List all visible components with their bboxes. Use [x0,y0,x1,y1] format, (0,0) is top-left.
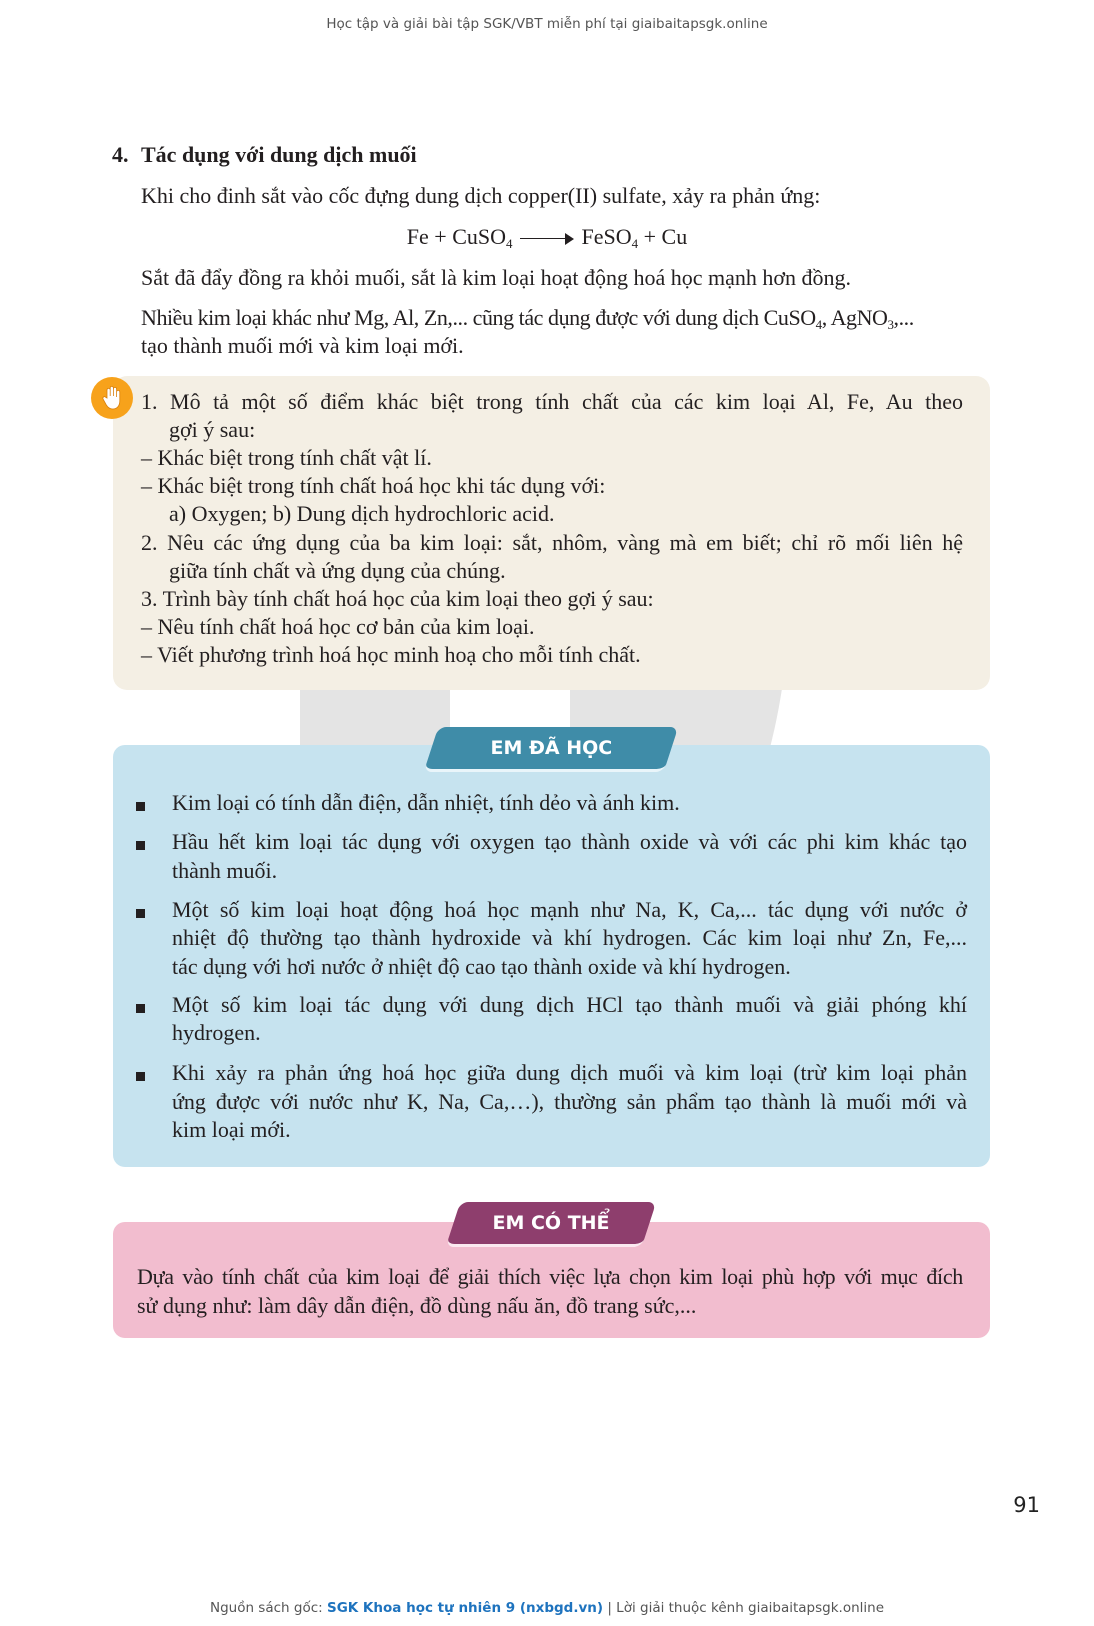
page-number: 91 [1013,1493,1040,1517]
question-1-line-1: 1. Mô tả một số điểm khác biệt trong tính chất của các kim loại Al, Fe, Au theo [141,389,963,414]
application-line-1: Dựa vào tính chất của kim loại để giải thích việc lựa chọn kim loại phù hợp với mục đích [137,1264,963,1289]
section-title [112,142,417,168]
summary-item-4-line-1: Một số kim loại tác dụng với dung dịch HCl tạo thành muối và giải phóng khí [172,992,967,1017]
footer-suffix: | Lời giải thuộc kênh giaibaitapsgk.online [603,1600,885,1616]
application-line-2: sử dụng như: làm dây dẫn điện, đồ dùng nấu ăn, đồ trang sức,... [137,1293,697,1318]
equation-reactants: Fe + CuSO [406,224,506,249]
summary-tab [424,727,679,772]
question-2-line-2: giữa tính chất và ứng dụng của chúng. [169,558,506,583]
footer-source-link[interactable]: SGK Khoa học tự nhiên 9 (nxbgd.vn) [326,1600,604,1616]
bullet-icon [136,802,145,811]
summary-item-5-line-2: ứng được với nước như K, Na, Ca,…), thường sản phẩm tạo thành là muối mới và [172,1089,967,1114]
question-3-line-1: 3. Trình bày tính chất hoá học của kim loại theo gợi ý sau: [141,586,654,611]
summary-item-5-line-3: kim loại mới. [172,1117,291,1142]
section-title-text: Tác dụng với dung dịch muối [141,142,417,167]
application-tab-label: EM CÓ THỂ [492,1212,611,1234]
paragraph-2-part-b: , AgNO [821,305,888,330]
summary-item-5-line-1: Khi xảy ra phản ứng hoá học giữa dung dịch muối và kim loại (trừ kim loại phản [172,1060,967,1085]
equation-product-subscript: 4 [631,236,639,251]
reaction-arrow-icon [520,233,574,245]
summary-tab-label: EM ĐÃ HỌC [490,737,613,759]
paragraph-2-part-a: Nhiều kim loại khác như Mg, Al, Zn,... cũng tác dụng được với dung dịch CuSO [141,305,816,330]
summary-item-2-line-2: thành muối. [172,858,278,883]
paragraph-2-sub-1: 4 [815,317,822,332]
bullet-icon [136,1072,145,1081]
paragraph-2-sub-2: 3 [887,317,894,332]
equation-product-2: + Cu [638,224,688,249]
equation-product-1: FeSO [581,224,632,249]
paragraph-2-part-c: ,... [893,305,914,330]
section-number: 4. [112,142,129,167]
application-tab [446,1202,657,1247]
summary-item-3-line-3: tác dụng với hơi nước ở nhiệt độ cao tạo thành oxide và khí hydrogen. [172,954,791,979]
question-1-hint-2-options: a) Oxygen; b) Dung dịch hydrochloric acid. [169,501,555,526]
summary-item-3-line-2: nhiệt độ thường tạo thành hydroxide và khí hydrogen. Các kim loại như Zn, Fe,... [172,925,967,950]
footer-prefix: Nguồn sách gốc: [209,1600,327,1616]
summary-item-1: Kim loại có tính dẫn điện, dẫn nhiệt, tính dẻo và ánh kim. [172,790,680,815]
raised-hand-icon [91,377,133,419]
section-intro: Khi cho đinh sắt vào cốc đựng dung dịch copper(II) sulfate, xảy ra phản ứng: [141,183,821,208]
question-3-hint-1: – Nêu tính chất hoá học cơ bản của kim loại. [141,614,535,639]
summary-item-2-line-1: Hầu hết kim loại tác dụng với oxygen tạo thành oxide và với các phi kim khác tạo [172,829,967,854]
summary-item-3-line-1: Một số kim loại hoạt động hoá học mạnh như Na, K, Ca,... tác dụng với nước ở [172,897,967,922]
bullet-icon [136,1004,145,1013]
page-footer [0,1600,1094,1616]
bullet-icon [136,909,145,918]
section-explanation: Sắt đã đẩy đồng ra khỏi muối, sắt là kim loại hoạt động hoá học mạnh hơn đồng. [141,265,852,290]
page-header: Học tập và giải bài tập SGK/VBT miễn phí tại giaibaitapsgk.online [326,16,768,32]
section-paragraph-2-line-2: tạo thành muối mới và kim loại mới. [141,333,464,358]
question-1-hint-1: – Khác biệt trong tính chất vật lí. [141,445,432,470]
question-3-hint-2: – Viết phương trình hoá học minh hoạ cho mỗi tính chất. [141,642,641,667]
summary-item-4-line-2: hydrogen. [172,1020,261,1045]
chemical-equation [0,222,1094,258]
bullet-icon [136,841,145,850]
question-1-line-2: gợi ý sau: [169,417,256,442]
equation-reactant-subscript: 4 [506,236,513,251]
question-2-line-1: 2. Nêu các ứng dụng của ba kim loại: sắt, nhôm, vàng mà em biết; chỉ rõ mối liên hệ [141,530,963,555]
question-1-hint-2: – Khác biệt trong tính chất hoá học khi tác dụng với: [141,473,606,498]
